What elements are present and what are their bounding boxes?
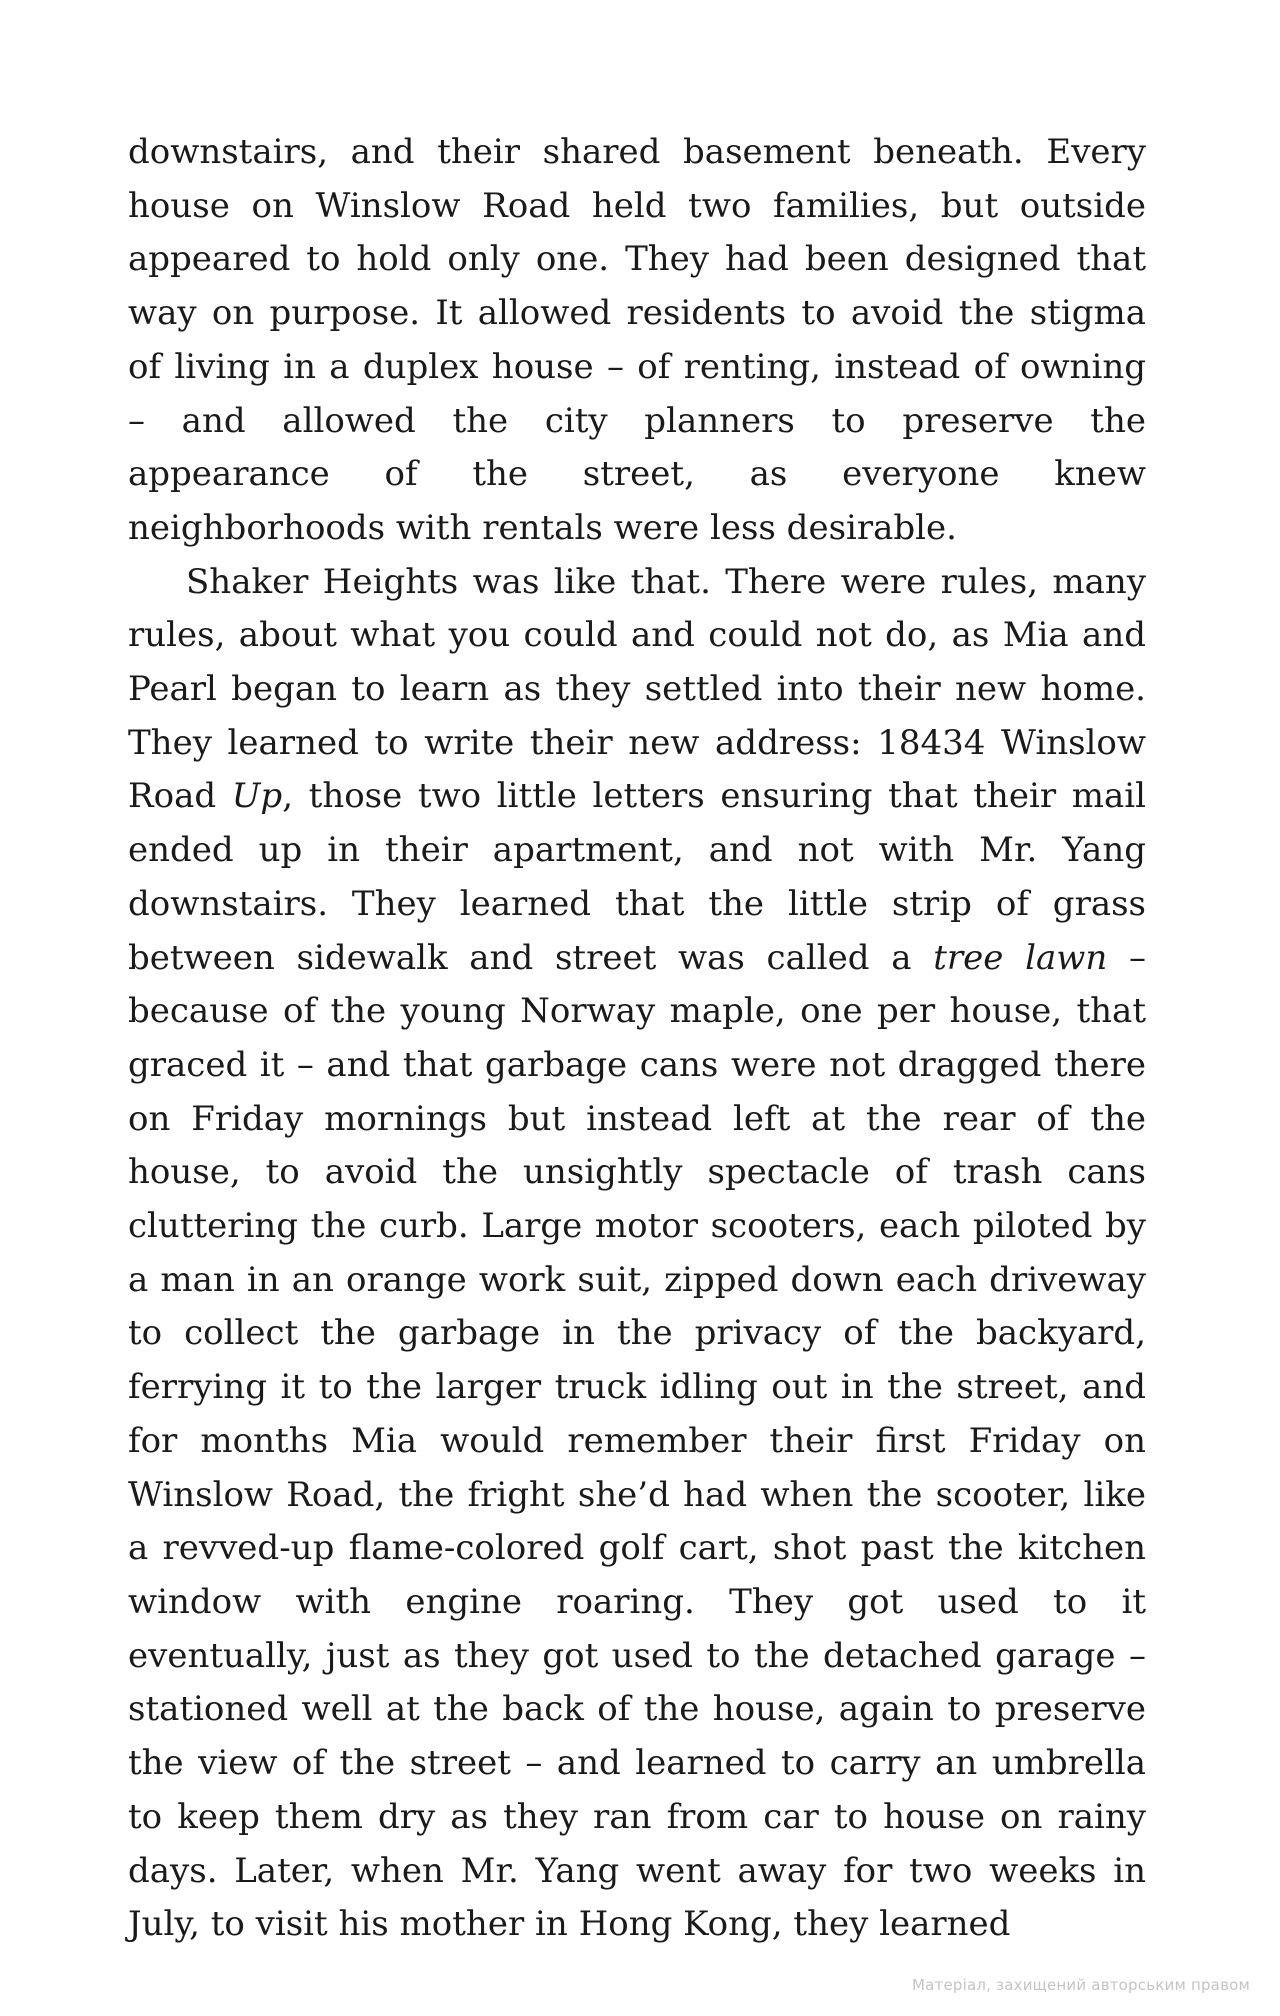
paragraph-text: – because of the young Norway maple, one per house, that graced it – and that garbage cans were not dragged there on Friday mornings but instead left at the rear of the house, to avoid the unsightly spectacle of trash cans cluttering the curb. Large motor scooters, each piloted by a man in an orange work suit, zipped down each driveway to collect the garbage in the privacy of the backyard, ferrying it to the larger truck idling out in the street, and for months Mia would remember their first Friday on Winslow Road, the fright she’d had when the scooter, like a revved-up flame-colored golf cart, shot past the kitchen window with engine roaring. They got used to it eventually, just as they got used to the detached garage – stationed well at the back of the house, again to preserve the view of the street – and learned to carry an umbrella to keep them dry as they ran from car to house on rainy days. Later, when Mr. Yang went away for two weeks in July, to visit his mother in Hong Kong, they learned — [128, 937, 1146, 1945]
paragraph-text: Shaker Heights was like that. There were rules, many rules, about what you could and could not do, as Mia and Pearl began to learn as they settled into their new home. They learned to write their new address: 18434 Winslow Road — [128, 561, 1146, 817]
paragraph-continued — [128, 126, 1146, 556]
italic-text-up: Up — [231, 776, 283, 817]
paragraph-text: downstairs, and their shared basement beneath. Every house on Winslow Road held two families, but outside appeared to hold only one. They had been designed that way on purpose. It allowed residents to avoid the stigma of living in a duplex house – of renting, instead of owning – and allowed the city planners to preserve the appearance of the street, as everyone knew neighborhoods with rentals were less desirable. — [128, 132, 1146, 548]
book-page — [128, 126, 1146, 1952]
copyright-watermark: Матеріал, захищений авторським правом — [911, 1976, 1250, 1994]
paragraph-text: , those two little letters ensuring that their mail ended up in their apartment, and not with Mr. Yang downstairs. They learned that the little strip of grass between sidewalk and street was called a — [128, 776, 1146, 978]
paragraph-shaker-heights — [128, 556, 1146, 1952]
italic-text-tree-lawn: tree lawn — [933, 937, 1108, 978]
